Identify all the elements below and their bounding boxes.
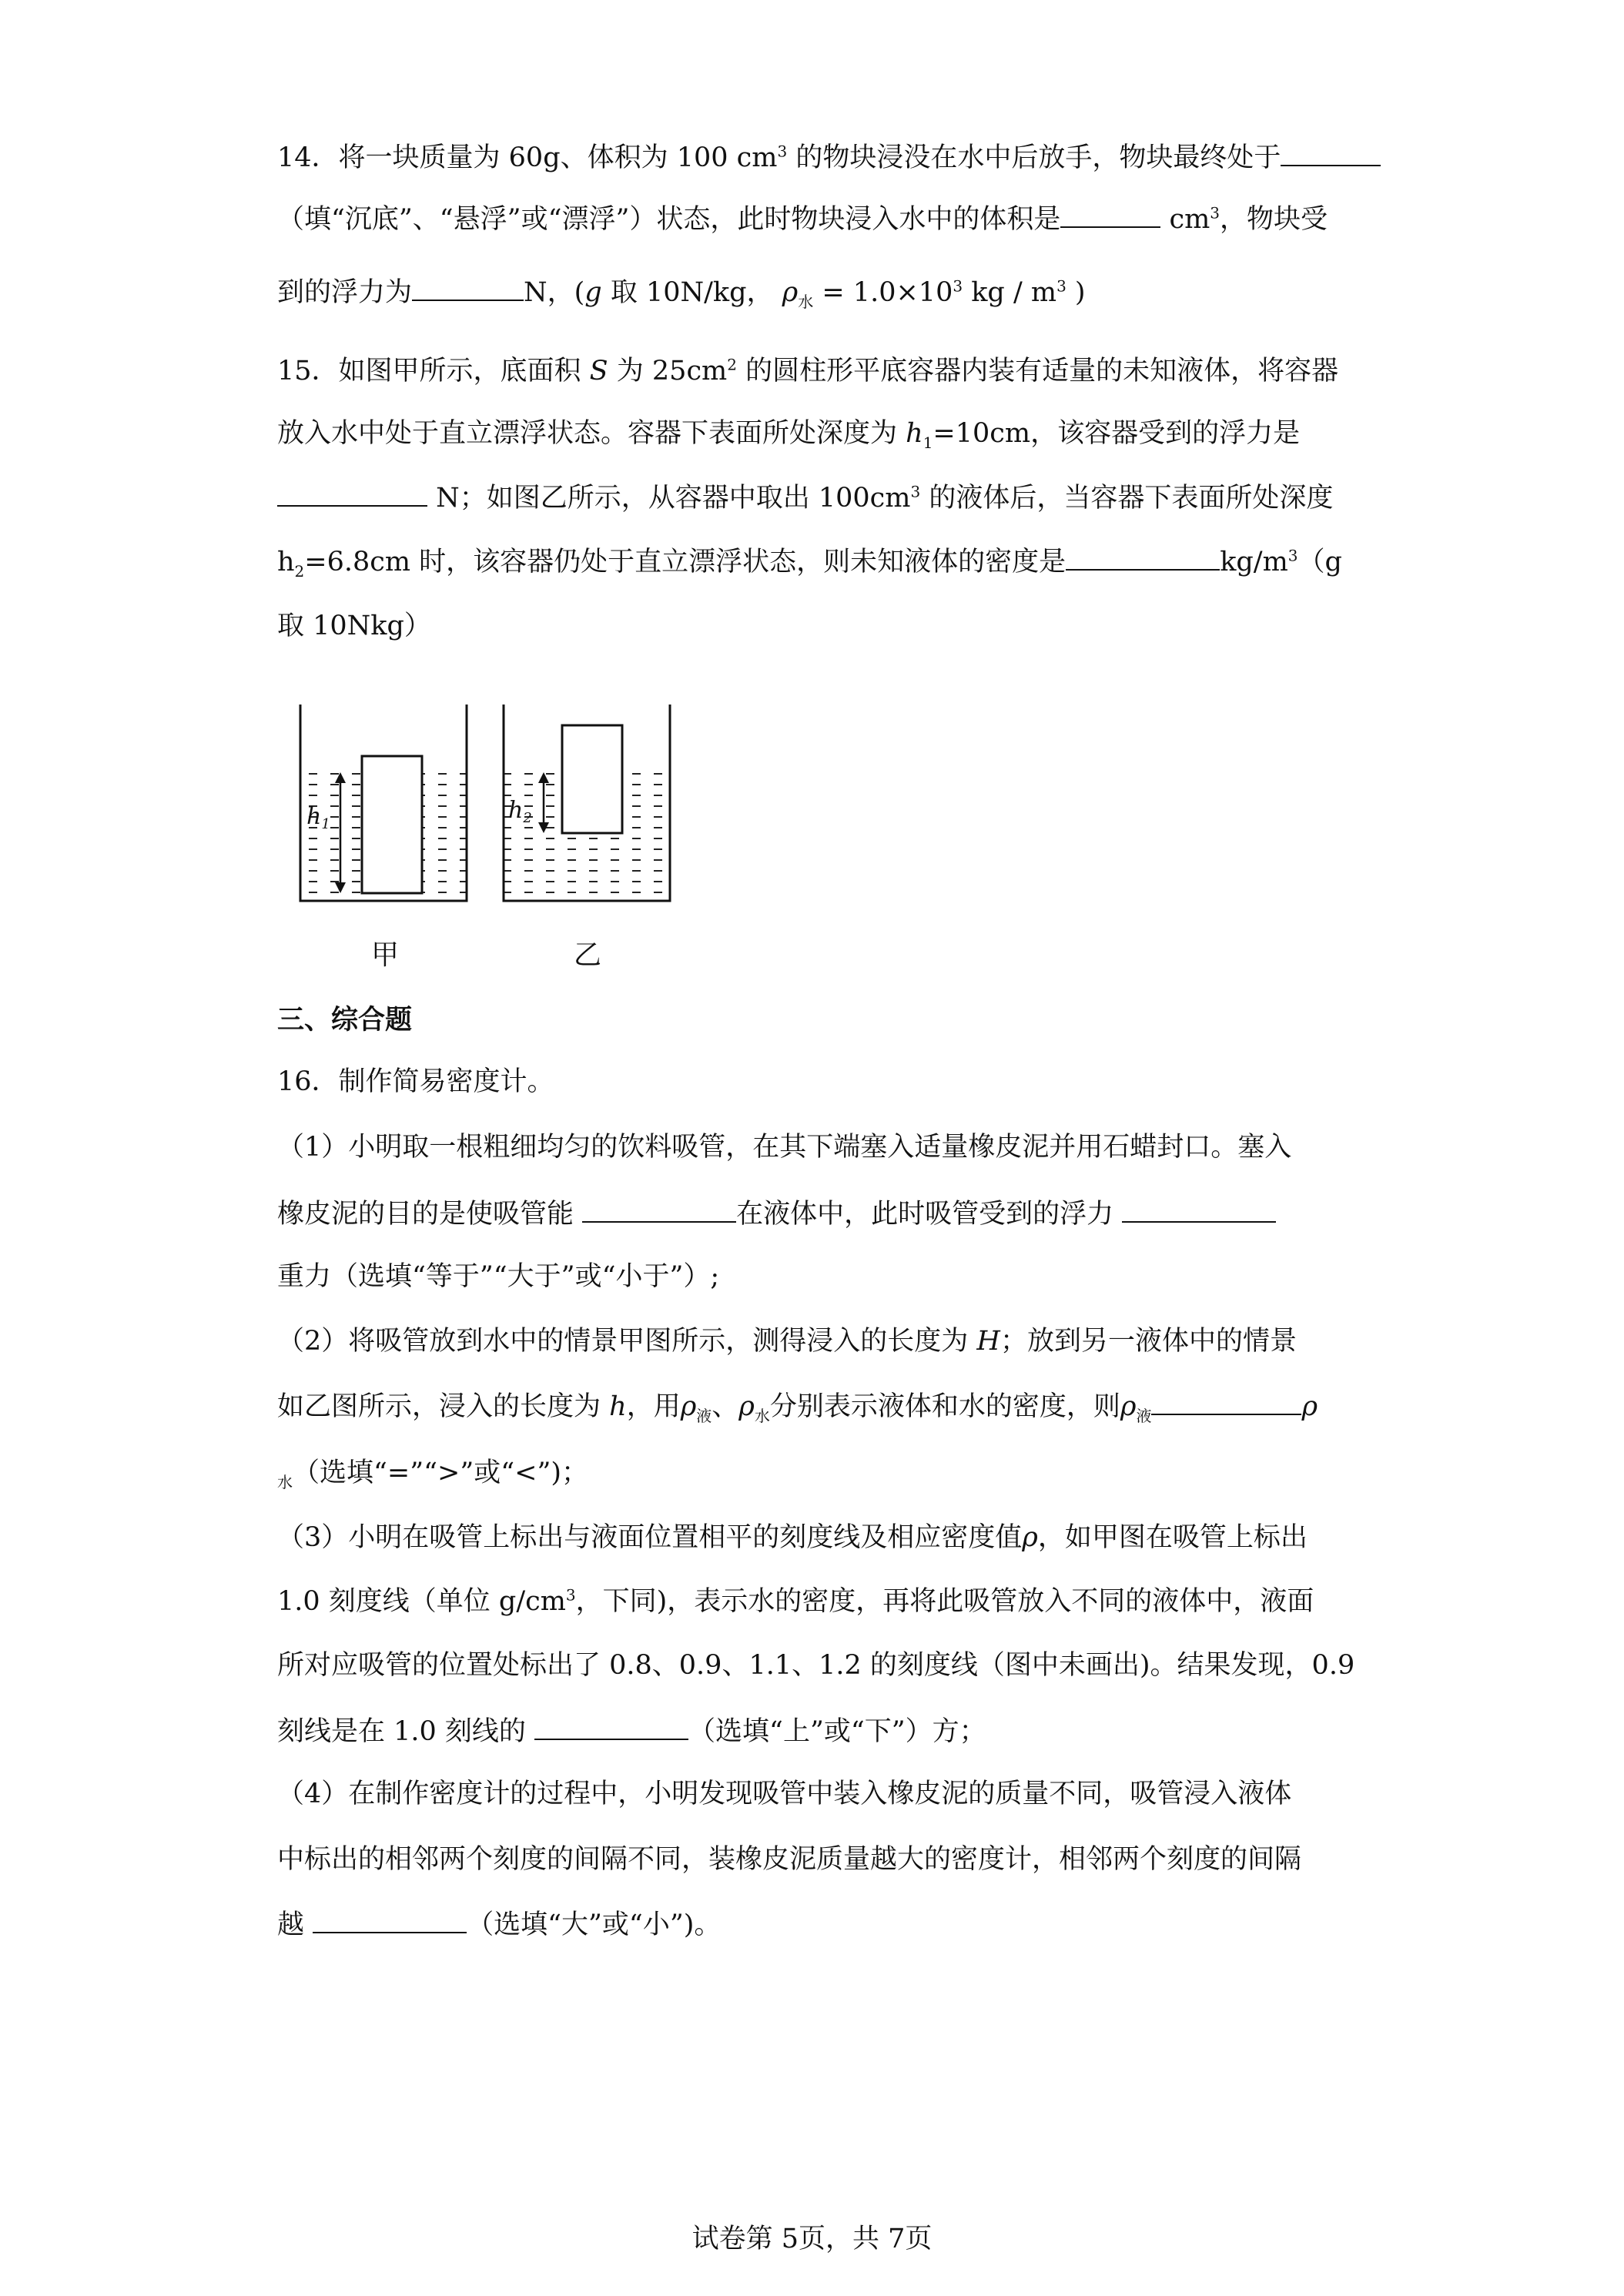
answer-blank[interactable]	[313, 1904, 467, 1933]
q16-p2-line-1	[277, 1322, 1297, 1361]
q16-title: 16．制作简易密度计。	[277, 1066, 554, 1097]
q15-var: h	[906, 418, 923, 449]
q15-text: 的圆柱形平底容器内装有适量的未知液体，将容器	[736, 356, 1339, 387]
inner-container-jia	[362, 756, 422, 893]
q15-text: 放入水中处于直立漂浮状态。容器下表面所处深度为	[277, 418, 906, 449]
rho-symbol: ρ	[1301, 1391, 1318, 1422]
q16-text: （3）小明在吸管上标出与液面位置相平的刻度线及相应密度值	[277, 1522, 1023, 1553]
rho-symbol: ρ	[738, 1391, 755, 1422]
q14-text: N，(	[524, 277, 585, 308]
label-jia: 甲	[371, 939, 400, 971]
rho-symbol: ρ	[680, 1391, 697, 1422]
answer-blank[interactable]	[1122, 1193, 1276, 1223]
q15-line-1	[277, 352, 1338, 390]
q16-text: 如乙图所示，浸入的长度为	[277, 1391, 610, 1422]
rho-symbol: ρ	[782, 277, 799, 308]
q16-text: （2）将吸管放到水中的情景甲图所示，测得浸入的长度为	[277, 1326, 977, 1357]
answer-blank[interactable]	[412, 272, 524, 301]
q14-text: 的物块浸没在水中后放手，物块最终处于	[787, 142, 1281, 173]
subscript: 1	[922, 433, 933, 452]
q16-text: 、	[712, 1391, 739, 1422]
q14-text: cm	[1160, 204, 1210, 235]
q16-text: 橡皮泥的目的是使吸管能	[277, 1199, 583, 1230]
subscript: 水	[277, 1473, 293, 1491]
q16-text: 越	[277, 1909, 313, 1940]
q14-text: 取 10N/kg，	[601, 277, 782, 308]
q14-text: （填“沉底”、“悬浮”或“漂浮”）状态，此时物块浸入水中的体积是	[277, 204, 1061, 235]
q16-p1-line-3	[277, 1257, 719, 1296]
q15-text: 15．如图甲所示，底面积	[277, 356, 590, 387]
container-figure	[285, 693, 685, 978]
subscript: 液	[696, 1407, 712, 1425]
subscript: 液	[1136, 1407, 1152, 1425]
superscript: 3	[565, 1585, 576, 1605]
answer-blank[interactable]	[582, 1193, 736, 1223]
subscript: 水	[754, 1407, 770, 1425]
q16-text: 1.0 刻度线（单位 g/cm	[277, 1586, 566, 1617]
q16-p4-line-1	[277, 1775, 1291, 1813]
q16-text: 中标出的相邻两个刻度的间隔不同，装橡皮泥质量越大的密度计，相邻两个刻度的间隔	[277, 1844, 1302, 1875]
q14-line-3	[277, 272, 1086, 312]
q15-line-2	[277, 414, 1300, 453]
q15-line-4	[277, 541, 1342, 581]
q16-p3-line-4	[277, 1711, 986, 1751]
q15-text: h	[277, 547, 295, 577]
q14-text: )	[1066, 277, 1086, 308]
rho-symbol: ρ	[1120, 1391, 1137, 1422]
superscript: 3	[953, 276, 963, 296]
q15-line-3	[277, 477, 1333, 517]
figure-jia	[300, 705, 467, 971]
q16-p3-line-1	[277, 1518, 1308, 1557]
q16-text: （选填“=”“>”或“<”)；	[293, 1458, 588, 1488]
q16-text: （选填“上”或“下”）方；	[688, 1716, 986, 1747]
q14-text: = 1.0×10	[813, 277, 953, 308]
answer-blank[interactable]	[1066, 541, 1220, 571]
q16-text: 所对应吸管的位置处标出了 0.8、0.9、1.1、1.2 的刻度线（图中未画出)。结果发现，0.9	[277, 1650, 1355, 1681]
inner-container-yi	[562, 725, 622, 833]
q14-text: 14．将一块质量为 60g、体积为 100 cm	[277, 142, 778, 173]
superscript: 3	[1210, 203, 1221, 223]
q16-text: 在液体中，此时吸管受到的浮力	[736, 1199, 1123, 1230]
q16-p3-line-2	[277, 1582, 1314, 1621]
q16-text: （选填“大”或“小”)。	[467, 1909, 722, 1940]
q15-text: N；如图乙所示，从容器中取出 100cm	[427, 483, 911, 514]
q14-text: 到的浮力为	[277, 277, 413, 308]
q16-text: ，如甲图在吸管上标出	[1037, 1522, 1308, 1553]
q16-text: ，用	[626, 1391, 681, 1422]
q16-text: ；放到另一液体中的情景	[1000, 1326, 1297, 1357]
q16-var: H	[976, 1326, 1000, 1357]
h1-label: $h_1$	[306, 803, 330, 832]
q15-text: （g	[1298, 547, 1342, 577]
q16-text: 分别表示液体和水的密度，则	[769, 1391, 1120, 1422]
q16-p1-line-2	[277, 1193, 1276, 1233]
q16-p2-line-2	[277, 1386, 1318, 1426]
superscript: 3	[910, 482, 921, 501]
q15-text: =6.8cm 时，该容器仍处于直立漂浮状态，则未知液体的密度是	[304, 547, 1066, 577]
q16-p4-line-2	[277, 1840, 1301, 1879]
q16-p2-line-3	[277, 1454, 588, 1492]
q14-line-1	[277, 137, 1381, 177]
page-footer: 试卷第 5页，共 7页	[691, 2224, 933, 2254]
subscript: 2	[294, 562, 305, 581]
q15-text: kg/m	[1220, 547, 1288, 577]
q16-p4-line-3	[277, 1904, 721, 1944]
q16-p3-line-3	[277, 1646, 1354, 1685]
q16-text: 刻线是在 1.0 刻线的	[277, 1716, 535, 1747]
superscript: 2	[727, 355, 737, 374]
q14-text: kg / m	[963, 277, 1057, 308]
q15-text: 为 25cm	[608, 356, 728, 387]
q15-text: =10cm，该容器受到的浮力是	[933, 418, 1301, 449]
q16-p1-line-1	[277, 1128, 1291, 1166]
superscript: 3	[1056, 276, 1066, 296]
q14-text: ，物块受	[1220, 204, 1328, 235]
h2-label: $h_2$	[508, 797, 532, 826]
subscript: 水	[798, 293, 814, 311]
rho-symbol: ρ	[1022, 1522, 1038, 1553]
answer-blank[interactable]	[277, 477, 427, 507]
q15-var: S	[589, 356, 608, 387]
q16-text: ，下同)，表示水的密度，再将此吸管放入不同的液体中，液面	[575, 1586, 1314, 1617]
q15-line-5	[277, 607, 431, 645]
answer-blank[interactable]	[534, 1711, 688, 1740]
label-yi: 乙	[574, 939, 602, 971]
q16-text: （1）小明取一根粗细均匀的饮料吸管，在其下端塞入适量橡皮泥并用石蜡封口。塞入	[277, 1132, 1292, 1163]
answer-blank[interactable]	[1281, 137, 1381, 166]
q16-text: （4）在制作密度计的过程中，小明发现吸管中装入橡皮泥的质量不同，吸管浸入液体	[277, 1779, 1292, 1809]
q14-var: g	[584, 277, 602, 308]
answer-blank[interactable]	[1151, 1386, 1301, 1415]
superscript: 3	[777, 142, 788, 161]
q14-line-2	[277, 199, 1328, 239]
section-title: 三、综合题	[277, 1004, 413, 1036]
q16-text: 重力（选填“等于”“大于”或“小于”）;	[277, 1261, 720, 1292]
q16-var: h	[609, 1391, 627, 1422]
q15-text: 的液体后，当容器下表面所处深度	[920, 483, 1334, 514]
figure-yi	[504, 705, 670, 971]
q15-text: 取 10Nkg）	[277, 611, 431, 641]
answer-blank[interactable]	[1060, 199, 1160, 228]
superscript: 3	[1287, 546, 1298, 565]
